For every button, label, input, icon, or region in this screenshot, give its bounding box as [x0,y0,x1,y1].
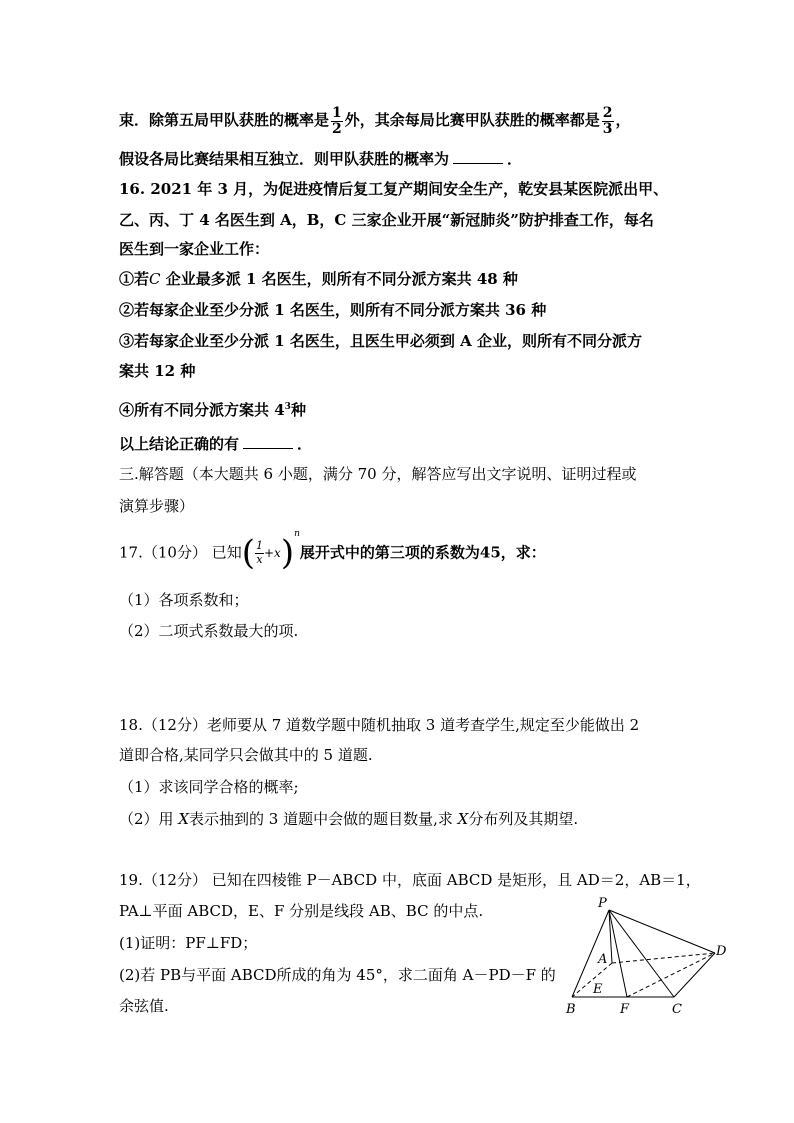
text: 展开式中的第三项的系数为45，求： [299,543,546,562]
text: ①若 [119,270,150,288]
variable-X: X [457,810,469,828]
label-F: F [620,1002,630,1017]
text: ． [297,435,313,453]
section3-heading-line2: 演算步骤） [119,497,195,515]
pyramid-diagram [560,895,740,1025]
text: ． [507,150,523,168]
q15-line1 [119,106,631,136]
fraction-one-half [331,106,343,136]
frac-den: 3 [602,120,613,137]
text: （2）用 [119,810,179,828]
q16-option3-line2: 案共 12 种 [119,362,196,380]
q17-part2: （2）二项式系数最大的项. [119,622,299,640]
q16-option4 [119,403,306,418]
frac-num: 1 [332,105,342,121]
q19-line1: 19.（12分） 已知在四棱锥 P－ABCD 中，底面 ABCD 是矩形，且 AD＝2，AB＝1， [119,871,701,889]
text: 表示抽到的 3 道题中会做的题目数量,求 [189,810,458,828]
q19-part2-line1: (2)若 PB与平面 ABCD所成的角为 45°，求二面角 A－PD－F 的 [119,966,556,984]
q16-option2: ②若每家企业至少分派 1 名医生，则所有不同分派方案共 36 种 [119,301,547,319]
q16-option1 [119,272,518,287]
text: 分布列及其期望. [468,810,579,828]
q16-line1: 16. 2021 年 3 月，为促进疫情后复工复产期间安全生产，乾安县某医院派出甲、 [119,180,669,198]
q18-line2: 道即合格,某同学只会做其中的 5 道题. [119,746,373,764]
label-E: E [593,982,603,997]
frac-den: 2 [332,120,342,137]
q17-part1: （1）各项系数和； [119,591,249,609]
label-B: B [566,1002,576,1017]
text: C [149,270,161,288]
q16-line3: 医生到一家企业工作： [119,240,270,258]
right-paren: ) [280,533,295,573]
label-C: C [672,1002,682,1017]
section3-heading-line1: 三.解答题（本大题共 6 小题，满分 70 分，解答应写出文字说明、证明过程或 [119,465,637,483]
q19-part2-line2: 余弦值. [119,997,169,1015]
variable-x: x [274,546,281,560]
plus-sign: + [263,546,275,560]
edge-AD [612,953,715,963]
q19-line2: PA⊥平面 ABCD，E、F 分别是线段 AB、BC 的中点. [119,902,484,920]
text: ， [615,111,631,130]
answer-blank [243,436,293,449]
answer-blank [453,151,503,164]
edge-AB [572,963,612,997]
edge-FD [627,953,715,997]
superscript: 3 [284,402,291,412]
q17-stem [119,529,546,573]
fraction-one-over-x [255,540,264,565]
text: ④所有不同分派方案共 4 [119,401,285,419]
text: 假设各局比赛结果相互独立．则甲队获胜的概率为 [119,150,450,168]
variable-X: X [178,810,189,828]
q18-part2 [119,812,578,827]
exponent-n: n [294,529,300,539]
frac-den: x [256,552,263,566]
text: 企业最多派 1 名医生，则所有不同分派方案共 48 种 [160,270,518,288]
q15-line2 [119,151,522,167]
edge-CD [674,953,715,997]
q18-line1: 18.（12分）老师要从 7 道数学题中随机抽取 3 道考查学生,规定至少能做出 2 [119,716,640,734]
label-P: P [598,896,607,911]
label-D: D [716,944,727,959]
text: 束．除第五局甲队获胜的概率是 [119,111,330,130]
frac-num: 2 [602,105,613,121]
q18-part1: （1）求该同学合格的概率; [119,778,299,796]
q19-part1: (1)证明：PF⊥FD； [119,934,258,952]
text: 以上结论正确的有 [119,435,240,453]
left-paren: ( [241,533,255,573]
q16-conclusion [119,436,312,452]
frac-num: 1 [255,539,263,553]
text: 种 [290,401,306,419]
text: 外，其余每局比赛甲队获胜的概率都是 [344,111,600,130]
label-A: A [598,952,608,967]
q16-line2: 乙、丙、丁 4 名医生到 A，B，C 三家企业开展“新冠肺炎”防护排查工作，每名 [119,211,654,229]
q16-option3-line1: ③若每家企业至少分派 1 名医生，且医生甲必须到 A 企业，则所有不同分派方 [119,332,642,350]
fraction-two-thirds [602,106,614,136]
text: 17.（10分） 已知 [119,543,242,562]
